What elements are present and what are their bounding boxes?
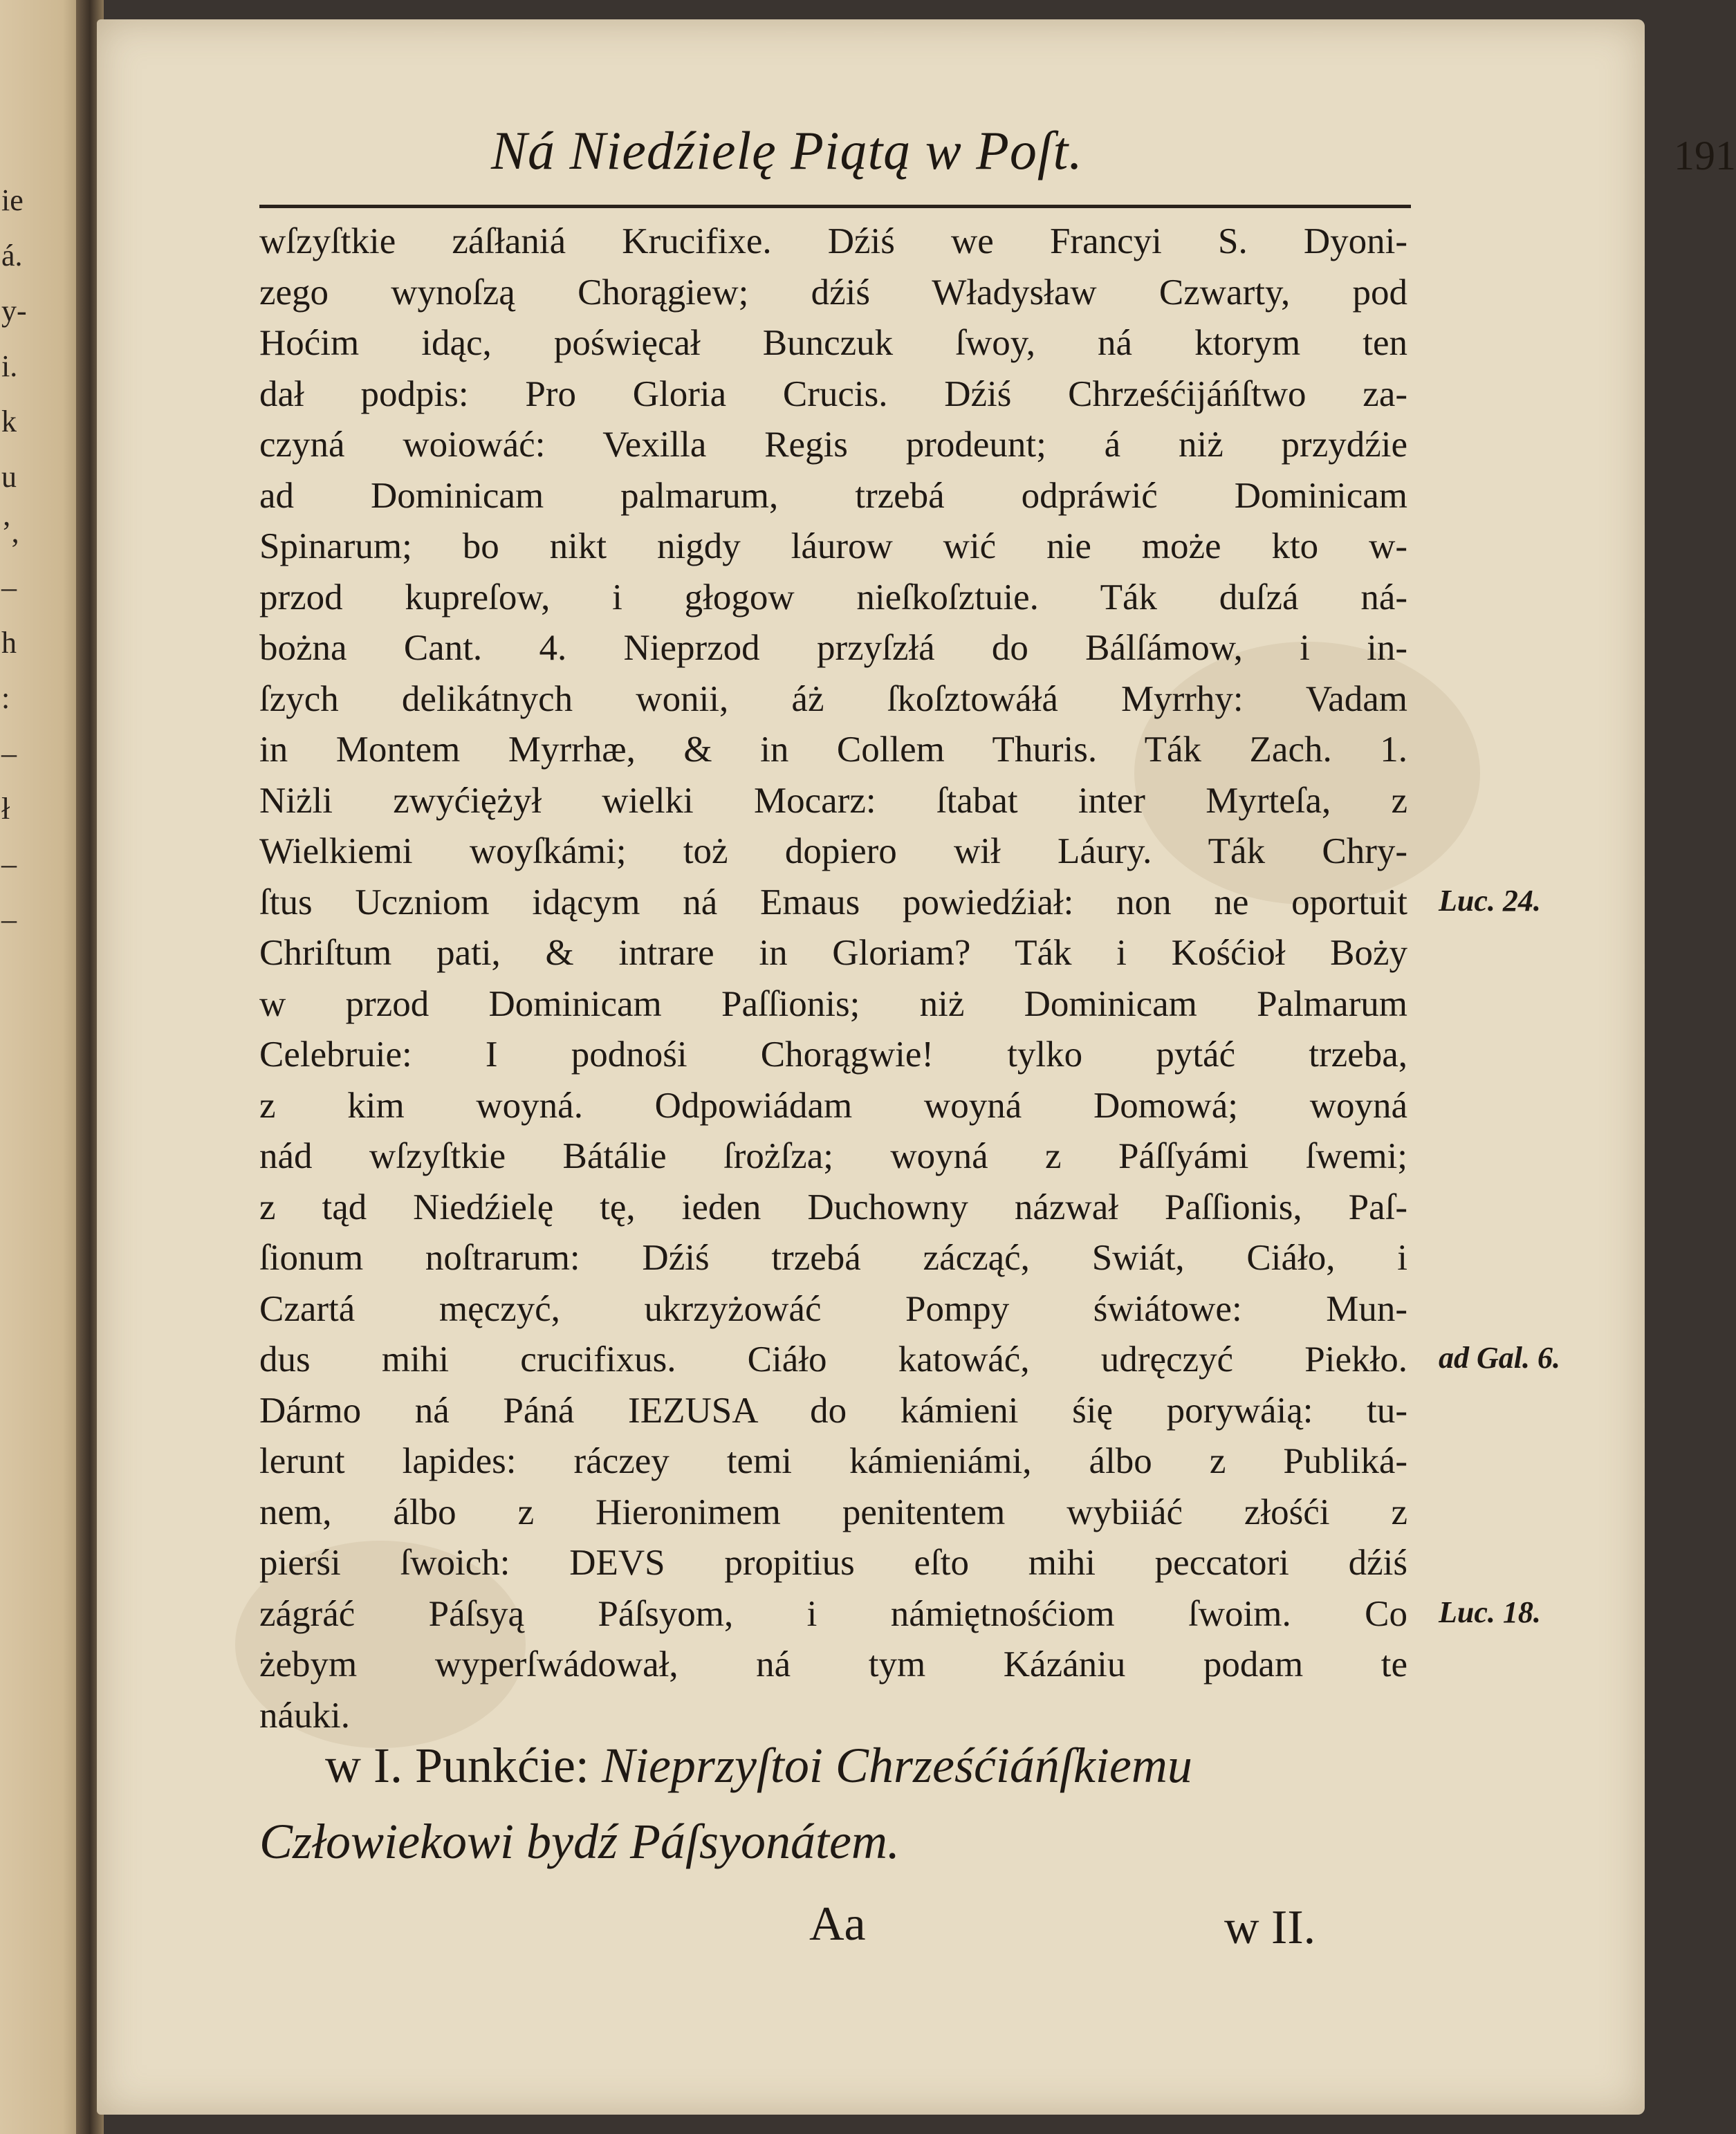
text-line: ſionum noſtrarum: Dźiś trzebá zácząć, Swiát, Ciáło, i [259, 1238, 1407, 1278]
text-line: bożna Cant. 4. Nieprzod przyſzłá do Bálſámow, i in- [259, 628, 1407, 668]
left-page-fragment: á. [1, 239, 23, 272]
text-line: w przod Dominicam Paſſionis; niż Dominicam Palmarum [259, 983, 1407, 1024]
catchword: w II. [1224, 1901, 1316, 1954]
text-line: Niżli zwyćiężył wielki Mocarz: ſtabat inter Myrteſa, z [259, 780, 1407, 821]
text-line: lerunt lapides: ráczey temi kámieniámi, álbo z Publiká- [259, 1441, 1407, 1481]
text-line: Chriſtum pati, & intrare in Gloriam? Ták i Kośćioł Boży [259, 933, 1407, 973]
left-page-fragment: – [1, 902, 17, 936]
left-page-fragment: ł [1, 792, 10, 826]
text-line: przod kupreſow, i głogow nieſkoſztuie. Ták duſzá ná- [259, 577, 1407, 618]
text-line: Spinarum; bo nikt nigdy láurow wić nie może kto w- [259, 526, 1407, 566]
text-line: in Montem Myrrhæ, & in Collem Thuris. Ták Zach. 1. [259, 730, 1407, 770]
text-line: Wielkiemi woyſkámi; toż dopiero wił Láury. Ták Chry- [259, 831, 1407, 871]
text-line: Czartá męczyć, ukrzyżowáć Pompy świátowe: Mun- [259, 1288, 1407, 1329]
margin-note: Luc. 18. [1439, 1595, 1541, 1629]
text-line: dał podpis: Pro Gloria Crucis. Dźiś Chrześćijáńſtwo za- [259, 373, 1407, 414]
left-page-fragments [1, 173, 43, 947]
margin-note: ad Gal. 6. [1439, 1341, 1560, 1375]
text-line: Dármo ná Páná IEZUSA do kámieni śię porywáią: tu- [259, 1390, 1407, 1431]
left-page-fragment: i. [1, 349, 18, 383]
point-heading-text-2: Człowiekowi bydź Páſsyonátem. [259, 1814, 900, 1869]
text-line: zego wynoſzą Chorągiew; dźiś Władysław Czwarty, pod [259, 272, 1407, 313]
signature-mark: Aa [809, 1898, 866, 1951]
text-line: Hoćim idąc, poświęcał Bunczuk ſwoy, ná ktorym ten [259, 323, 1407, 363]
left-page-fragment: – [1, 570, 17, 604]
text-line: nád wſzyſtkie Bátálie ſrożſza; woyná z Páſſyámi ſwemi; [259, 1136, 1407, 1176]
text-line: wſzyſtkie záſłaniá Krucifixe. Dźiś we Francyi S. Dyoni- [259, 221, 1407, 261]
text-line: czyná woiowáć: Vexilla Regis prodeunt; á niż przydźie [259, 425, 1407, 465]
text-line: náuki. [259, 1695, 350, 1736]
text-line: ſtus Uczniom idącym ná Emaus powiedźiał: non ne oportuit [259, 882, 1407, 922]
point-heading [259, 1727, 1407, 1880]
left-page-fragment: h [1, 626, 17, 660]
left-page-fragment: u [1, 460, 17, 494]
left-page-fragment: – [1, 847, 17, 881]
page-header [394, 120, 1736, 196]
header-rule [259, 205, 1411, 208]
left-page-fragment: y- [1, 294, 27, 328]
left-page-fragment: ie [1, 183, 24, 217]
page-number: 191 [1674, 133, 1736, 178]
text-line: nem, álbo z Hieronimem penitentem wybiiáć złośći z [259, 1492, 1407, 1532]
left-page-fragment: k [1, 405, 17, 438]
point-heading-line-1 [259, 1727, 1407, 1803]
text-line: z tąd Niedźielę tę, ieden Duchowny názwał Paſſionis, Paſ- [259, 1187, 1407, 1227]
text-line: żebym wyperſwádował, ná tym Kázániu podam te [259, 1644, 1407, 1685]
text-line: zágráć Páſsyą Páſsyom, i námiętnośćiom ſwoim. Co [259, 1593, 1407, 1634]
text-line: ſzych delikátnych wonii, áż ſkoſztowáłá Myrrhy: Vadam [259, 678, 1407, 719]
left-page-fragment: – [1, 736, 17, 770]
point-heading-lead: w I. Punkćie: [325, 1738, 589, 1793]
text-line: z kim woyná. Odpowiádam woyná Domowá; woyná [259, 1085, 1407, 1126]
right-page [97, 19, 1736, 2115]
left-page-fragment: : [1, 681, 10, 715]
running-title: Ná Niedźielę Piątą w Poſt. [491, 120, 1083, 180]
margin-note: Luc. 24. [1439, 883, 1541, 918]
text-line: pierśi ſwoich: DEVS propitius eſto mihi peccatori dźiś [259, 1543, 1407, 1583]
text-line: dus mihi crucifixus. Ciáło katowáć, udręczyć Piekło. [259, 1339, 1407, 1380]
text-line: Celebruie: I podnośi Chorągwie! tylko pytáć trzeba, [259, 1034, 1407, 1075]
text-line: ad Dominicam palmarum, trzebá odpráwić Dominicam [259, 475, 1407, 516]
body-text [259, 216, 1407, 1741]
left-page-fragment: ’, [1, 515, 19, 549]
point-heading-text-1: Nieprzyſtoi Chrześćiáńſkiemu [601, 1738, 1192, 1793]
